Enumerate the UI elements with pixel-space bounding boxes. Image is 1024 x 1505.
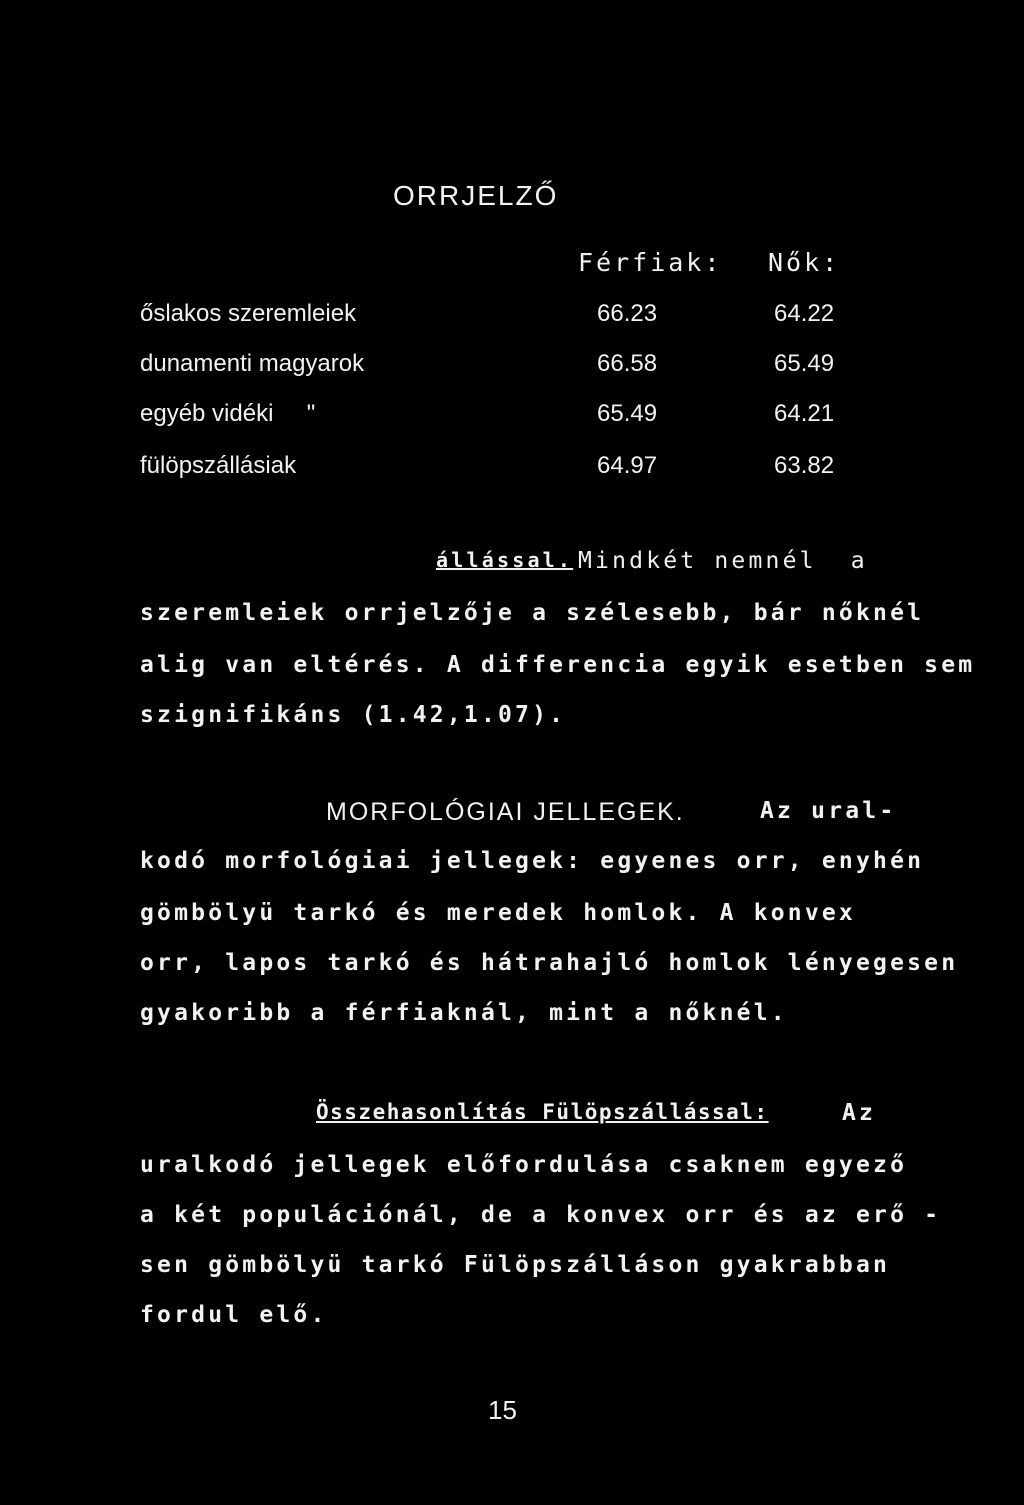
paragraph-line: sen gömbölyü tarkó Fülöpszálláson gyakrabban xyxy=(140,1252,891,1278)
column-header-men: Férfiak: xyxy=(578,248,723,277)
paragraph-line: szignifikáns (1.42,1.07). xyxy=(140,702,567,728)
cell-women: 64.22 xyxy=(774,300,835,327)
paragraph-line: Mindkét nemnél a xyxy=(578,548,868,574)
page-title: ORRJELZŐ xyxy=(393,180,559,211)
paragraph-lead xyxy=(436,548,573,572)
inline-heading: állással. xyxy=(436,548,574,572)
column-header-women: Nők: xyxy=(768,248,841,277)
paragraph-line: kodó morfológiai jellegek: egyenes orr, enyhén xyxy=(140,848,925,874)
paragraph-line: orr, lapos tarkó és hátrahajló homlok lényegesen xyxy=(140,950,959,976)
cell-men: 65.49 xyxy=(597,400,658,427)
row-label: egyéb vidéki " xyxy=(140,400,316,427)
section-heading: MORFOLÓGIAI JELLEGEK. xyxy=(326,798,685,826)
cell-women: 65.49 xyxy=(774,350,835,377)
paragraph-line: gyakoribb a férfiaknál, mint a nőknél. xyxy=(140,1000,788,1026)
paragraph-line: gömbölyü tarkó és meredek homlok. A konvex xyxy=(140,900,856,926)
cell-men: 66.58 xyxy=(597,350,658,377)
paragraph-line: fordul elő. xyxy=(140,1302,328,1328)
row-label: dunamenti magyarok xyxy=(140,350,365,377)
paragraph-line: Az xyxy=(842,1100,877,1126)
cell-women: 64.21 xyxy=(774,400,835,427)
paragraph-line: alig van eltérés. A differencia egyik esetben sem xyxy=(140,652,976,678)
cell-women: 63.82 xyxy=(774,452,835,479)
paragraph-line: szeremleiek orrjelzője a szélesebb, bár nőknél xyxy=(140,600,925,626)
cell-men: 64.97 xyxy=(597,452,658,479)
cell-men: 66.23 xyxy=(597,300,658,327)
paragraph-line: Az ural- xyxy=(760,798,897,824)
row-label: őslakos szeremleiek xyxy=(140,300,357,327)
section-heading xyxy=(316,1100,769,1124)
paragraph-line: a két populációnál, de a konvex orr és az erő - xyxy=(140,1202,942,1228)
paragraph-line: uralkodó jellegek előfordulása csaknem egyező xyxy=(140,1152,908,1178)
page-number: 15 xyxy=(488,1395,517,1425)
inline-heading: Összehasonlítás Fülöpszállással: xyxy=(316,1100,769,1124)
row-label: fülöpszállásiak xyxy=(140,452,297,479)
